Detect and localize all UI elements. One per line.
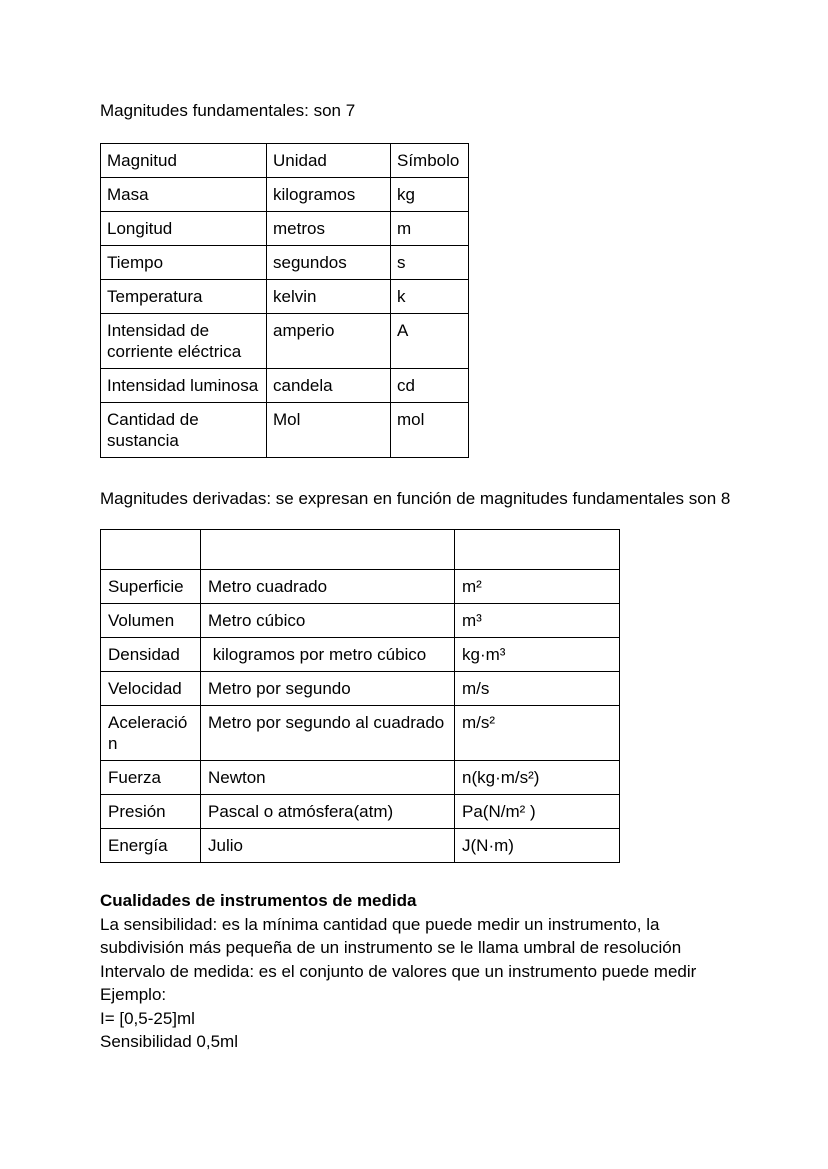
table-cell: A (391, 314, 469, 369)
table-header-row (101, 530, 620, 570)
table-row (101, 795, 620, 829)
table-cell: Metro cúbico (201, 604, 455, 638)
table-cell: segundos (267, 246, 391, 280)
table-cell: Longitud (101, 212, 267, 246)
table-row (101, 829, 620, 863)
table-cell: m² (455, 570, 620, 604)
table-cell: Presión (101, 795, 201, 829)
line-sensibilidad-valor: Sensibilidad 0,5ml (100, 1032, 238, 1051)
table-cell: m/s² (455, 706, 620, 761)
table-cell: Metro por segundo (201, 672, 455, 706)
table-cell: amperio (267, 314, 391, 369)
fundamental-magnitudes-table (100, 143, 469, 458)
table-cell: Energía (101, 829, 201, 863)
cualidades-section (100, 889, 738, 1054)
table-cell: Julio (201, 829, 455, 863)
table-row (101, 761, 620, 795)
table-cell: Pascal o atmósfera(atm) (201, 795, 455, 829)
table-cell: Mol (267, 403, 391, 458)
table-cell: Intensidad luminosa (101, 369, 267, 403)
table-header-cell: Unidad (267, 144, 391, 178)
table-cell: kilogramos por metro cúbico (201, 638, 455, 672)
table-cell: n(kg·m/s²) (455, 761, 620, 795)
table-header-cell (201, 530, 455, 570)
table-cell: s (391, 246, 469, 280)
table-row (101, 246, 469, 280)
table-cell: J(N·m) (455, 829, 620, 863)
table-cell: Metro cuadrado (201, 570, 455, 604)
table-row (101, 403, 469, 458)
table-cell: m (391, 212, 469, 246)
table-cell: Superficie (101, 570, 201, 604)
table-cell: Volumen (101, 604, 201, 638)
table-cell: Densidad (101, 638, 201, 672)
table-cell: cd (391, 369, 469, 403)
table-cell: kg·m³ (455, 638, 620, 672)
table-header-cell (101, 530, 201, 570)
table-row (101, 280, 469, 314)
line-intervalo-valor: I= [0,5-25]ml (100, 1008, 195, 1028)
table-cell: m/s (455, 672, 620, 706)
section-title-derivadas: Magnitudes derivadas: se expresan en función de magnitudes fundamentales son 8 (100, 489, 731, 508)
table-cell: m³ (455, 604, 620, 638)
table-cell: Temperatura (101, 280, 267, 314)
table-row (101, 706, 620, 761)
section-title-fundamentales: Magnitudes fundamentales: son 7 (100, 101, 356, 120)
table-cell: Newton (201, 761, 455, 795)
table-cell: metros (267, 212, 391, 246)
table-cell: k (391, 280, 469, 314)
table-cell: Masa (101, 178, 267, 212)
table-cell: Cantidad de sustancia (101, 403, 267, 458)
table-cell: Velocidad (101, 672, 201, 706)
table-header-row (101, 144, 469, 178)
line-ejemplo: Ejemplo: (100, 985, 167, 1004)
table-row (101, 314, 469, 369)
table-row (101, 672, 620, 706)
table-row (101, 604, 620, 638)
table-row (101, 570, 620, 604)
table-cell: Tiempo (101, 246, 267, 280)
table-cell: candela (267, 369, 391, 403)
table-cell: Aceleración (101, 706, 201, 761)
table-cell: kelvin (267, 280, 391, 314)
table-cell: kilogramos (267, 178, 391, 212)
paragraph-intervalo: Intervalo de medida: es el conjunto de valores que un instrumento puede medir (100, 961, 697, 981)
table-cell: Pa(N/m² ) (455, 795, 620, 829)
table-cell: Intensidad de corriente eléctrica (101, 314, 267, 369)
table-header-cell: Magnitud (101, 144, 267, 178)
table-row (101, 638, 620, 672)
section-heading-cualidades: Cualidades de instrumentos de medida (100, 891, 417, 910)
table-row (101, 212, 469, 246)
table-row (101, 369, 469, 403)
table-cell: Metro por segundo al cuadrado (201, 706, 455, 761)
table-header-cell (455, 530, 620, 570)
table-row (101, 178, 469, 212)
table-cell: Fuerza (101, 761, 201, 795)
table-cell: kg (391, 178, 469, 212)
table-cell: mol (391, 403, 469, 458)
paragraph-sensibilidad: La sensibilidad: es la mínima cantidad que puede medir un instrumento, la subdivisión más pequeña de un instrumento se le llama umbral de resolución (100, 914, 682, 957)
table-header-cell: Símbolo (391, 144, 469, 178)
derived-magnitudes-table (100, 529, 620, 863)
